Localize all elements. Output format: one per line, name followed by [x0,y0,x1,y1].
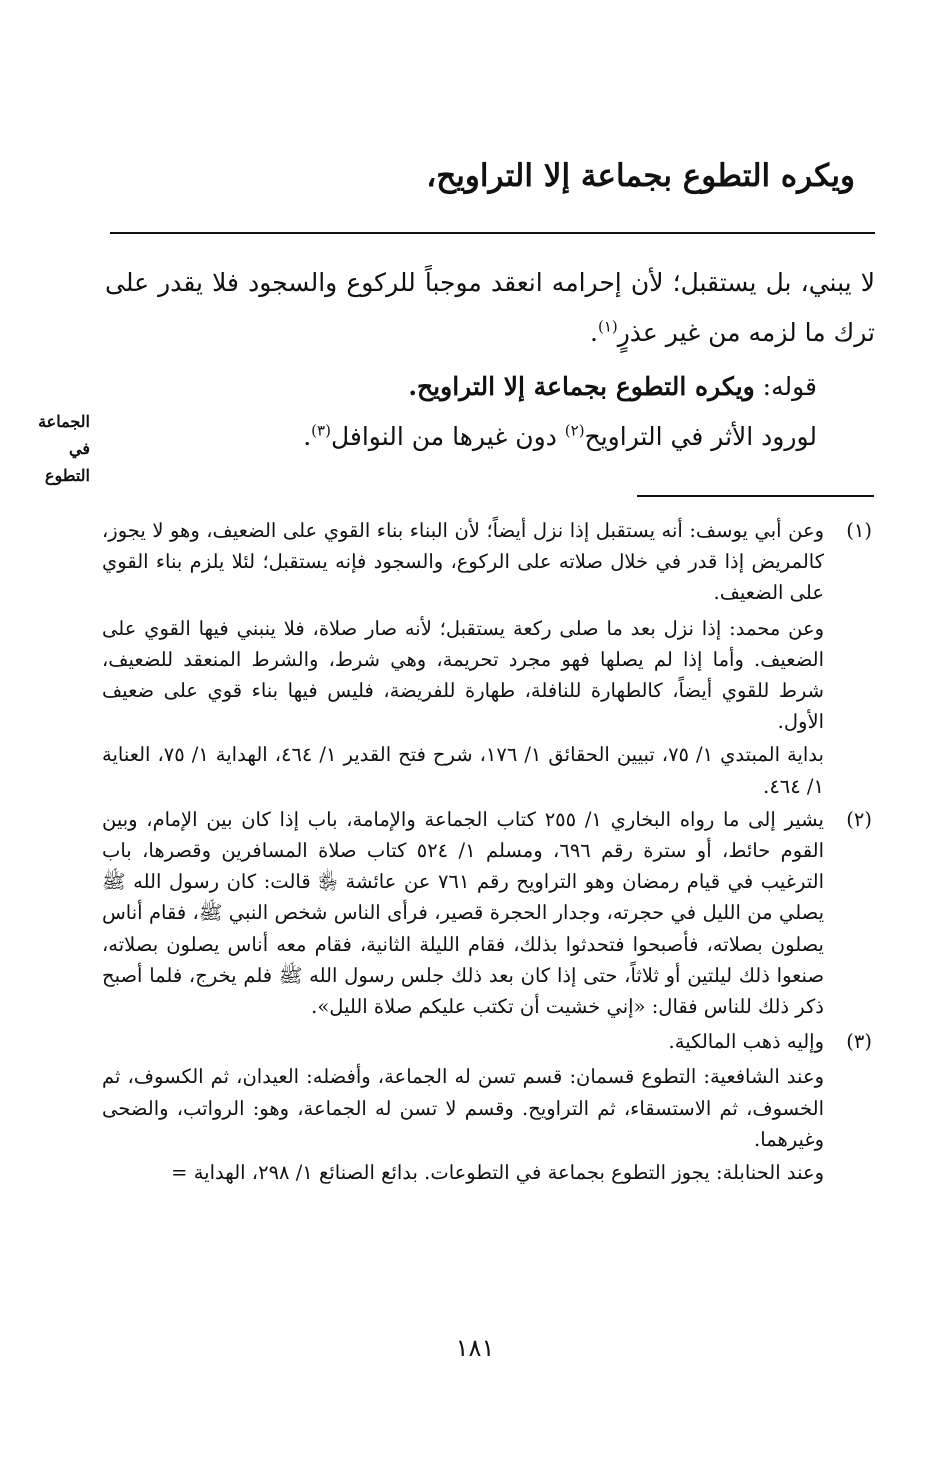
footnote-2 [102,804,872,1024]
margin-note-line-2: في [69,439,90,458]
footnote-paragraph: وعن أبي يوسف: أنه يستقبل إذا نزل أيضاً؛ لأن البناء بناء القوي على الضعيف، وهو لا يجوز، كالمريض إذا قدر في خلال صلاته على الركوع، والسجود فإنه يستقبل؛ لئلا يلزم بناء القوي على الضعيف. [102,519,824,605]
footnote-paragraph: بداية المبتدي ١/ ٧٥، تبيين الحقائق ١/ ١٧٦، شرح فتح القدير ١/ ٤٦٤، الهداية ١/ ٧٥، العناية ١/ ٤٦٤. [102,743,824,798]
main-paragraph-3: لورود الأثر في التراويح$^{(٢)}$ دون غيرها من النوافل$^{(٣)}$. [303,421,817,451]
margin-note [28,408,90,489]
footnote-paragraph: وعن محمد: إذا نزل بعد ما صلى ركعة يستقبل؛ لأنه صار صلاة، فلا ينبني فيها القوي على الضعيف. وأما إذا لم يصلها فهو مجرد تحريمة، وهي شرط، والشرط المنعقد للضعيف، شرط للقوي أيضاً، كالطهارة للنافلة، طهارة للفريضة، فليس فيها بناء قوي على ضعيف الأول. [102,616,824,734]
margin-note-line-1: الجماعة [38,412,90,431]
footnote-paragraph: وعند الحنابلة: يجوز التطوع بجماعة في التطوعات. بدائع الصنائع ١/ ٢٩٨، الهداية = [171,1161,824,1185]
main-paragraph-1: لا يبني، بل يستقبل؛ لأن إحرامه انعقد موجباً للركوع والسجود فلا يقدر على ترك ما لزمه من غير عذرٍ$^{(١)}$. [105,268,875,347]
main-text [105,258,875,462]
footnote-1 [102,515,872,611]
header-title: ويكره التطوع بجماعة إلا التراويح، [426,158,855,194]
running-header [155,158,855,194]
footnote-ref-3: (٣) [311,421,331,440]
footnote-number: (٢) [846,807,872,831]
footnote-body [102,515,824,611]
footnote-paragraph: وإليه ذهب المالكية. [668,1030,824,1054]
header-rule [110,232,875,234]
footnote-body [102,804,824,1024]
main-paragraph-2 [105,362,875,412]
footnote-separator [637,495,874,497]
footnote-body [102,1026,824,1059]
footnote-ref-1: (١) [597,317,618,336]
footnote-3-continued [102,1061,872,1188]
footnote-paragraph: يشير إلى ما رواه البخاري ١/ ٢٥٥ كتاب الجماعة والإمامة، باب إذا كان بين الإمام، وبين القوم حائط، أو سترة رقم ٦٩٦، ومسلم ١/ ٥٢٤ كتاب صلاة المسافرين وقصرها، باب الترغيب في قيام رمضان وهو التراويح رقم ٧٦١ عن عائشة ﵂ قالت: كان رسول الله ﷺ يصلي من الليل في حجرته، وجدار الحجرة قصير، فرأى الناس شخص النبي ﷺ، فقام أناس يصلون بصلاته، فأصبحوا فتحدثوا بذلك، فقام الليلة الثانية، فقام معه أناس يصلون بصلاته، صنعوا ذلك ليلتين أو ثلاثاً، حتى إذا كان بعد ذلك جلس رسول الله ﷺ فلم يخرج، فلما أصبح ذكر ذلك للناس فقال: «إني خشيت أن تكتب عليكم صلاة الليل». [102,807,824,1019]
page-number: ١٨١ [455,1334,495,1362]
footnote-3 [102,1026,872,1059]
footnote-number: (٣) [846,1030,872,1054]
margin-note-line-3: التطوع [44,466,90,485]
footnote-ref-2: (٢) [564,421,585,440]
quote-prefix: قوله: [754,372,817,401]
footnote-paragraph: وعند الشافعية: التطوع قسمان: قسم تسن له الجماعة، وأفضله: العيدان، ثم الكسوف، ثم الخسوف، ثم الاستسقاء، ثم التراويح. وقسم لا تسن له الجماعة، وهو: الرواتب، والضحى وغيرهما. [102,1065,824,1151]
footnote-1-continued [102,613,872,802]
footnotes [102,515,872,1190]
quote-bold: ويكره التطوع بجماعة إلا التراويح. [408,372,755,401]
footnote-number: (١) [846,519,872,542]
